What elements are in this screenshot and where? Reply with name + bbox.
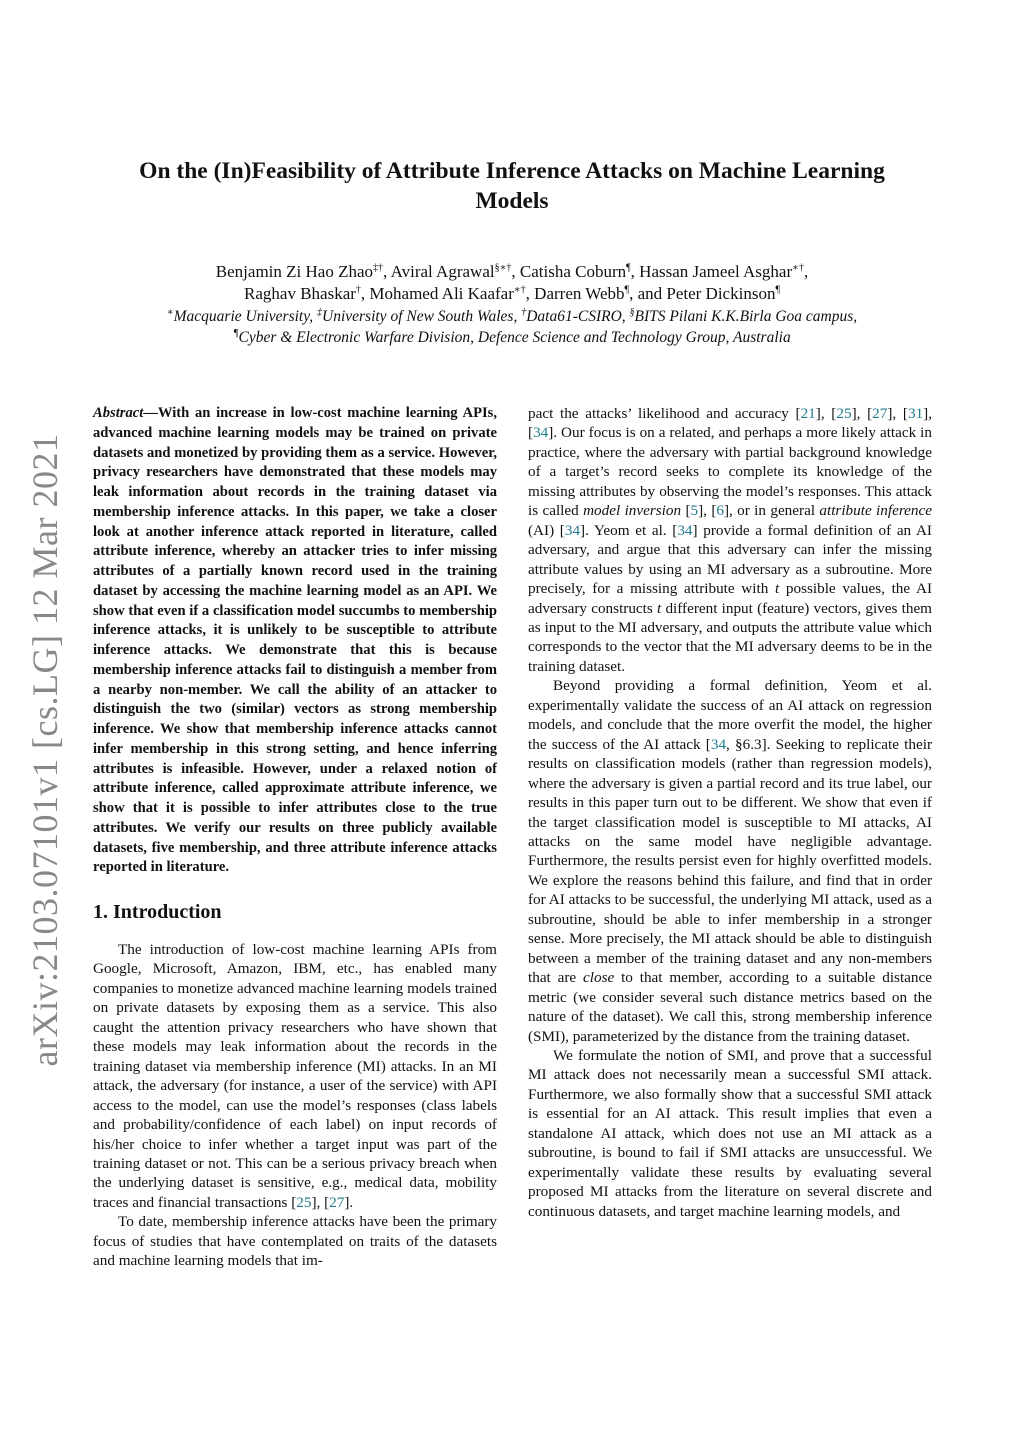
paragraph: pact the attacks’ likelihood and accuracy [21], [25], [27], [31], [34]. Our focus is on a related, and perhaps a more likely attack in practice, where the adversary with partial background knowledge of a target’s record seeks to complete its knowledge of the missing attributes by observing the model’s responses. This attack is called model inversion [5], [6], or in general attribute inference (AI) [34]. Yeom et al. [34] provide a formal definition of an AI adversary, and argue that this adversary can infer the missing attribute values by using an MI adversary as a subroutine. More precisely, for a missing attribute with t possible values, the AI adversary constructs t different input (feature) vectors, gives them as input to the MI adversary, and outputs the attribute value which corresponds to the vector that the MI adversary deems to be in the training dataset. bbox=[528, 405, 933, 675]
author-affiliation-mark: ∗† bbox=[513, 284, 526, 296]
citation-link[interactable]: 34 bbox=[564, 521, 581, 539]
section-heading-introduction: 1. Introduction bbox=[93, 901, 222, 923]
author-name: Catisha Coburn bbox=[519, 262, 627, 281]
author-name: and Peter Dickinson bbox=[637, 284, 776, 303]
author-affiliation-mark: ¶ bbox=[624, 284, 630, 296]
abstract bbox=[93, 404, 497, 878]
citation-link[interactable]: 34 bbox=[533, 424, 549, 442]
author-affiliation-mark: ‡† bbox=[373, 262, 384, 274]
author-name: Raghav Bhaskar bbox=[244, 284, 356, 303]
citation-link[interactable]: 25 bbox=[296, 1193, 312, 1211]
emphasis-text: close bbox=[583, 969, 615, 987]
right-column bbox=[528, 404, 932, 1221]
paragraph: The introduction of low-cost machine learning APIs from Google, Microsoft, Amazon, IBM, etc., has enabled many companies to monetize advanced machine learning models trained on private datasets by exposing them as a service. This also caught the attention privacy researchers who have shown that these models may leak information about the records in the training dataset via membership inference (MI) attacks. In an MI attack, the adversary (for instance, a user of the service) with API access to the model, can use the model’s responses (class labels and probability/confidence of each label) on input records of his/her choice to infer whether a target input was part of the training dataset or not. This can be a serious privacy breach when the underlying dataset is sensitive, e.g., medical data, mobility traces and financial transactions [25], [27]. bbox=[93, 941, 497, 1211]
author-affiliation-mark: ∗† bbox=[792, 262, 804, 274]
left-column bbox=[93, 404, 497, 1271]
affiliation-name: University of New South Wales, bbox=[322, 308, 518, 325]
affiliation-mark: † bbox=[521, 306, 527, 318]
paragraph: Beyond providing a formal definition, Yeom et al. experimentally validate the success of an AI attack on regression models, and conclude that the more overfit the model, the higher the success of the AI attack [34, §6.3]. Seeking to replicate their results on classification models (rather than regression models), where the adversary is given a partial record and its true label, our results in this paper turn out to be different. We show that even if the target classification model is susceptible to MI attacks, AI attacks on the same model have negligible advantage. Furthermore, the results persist even for highly overfitted models. We explore the reasons behind this failure, and find that in order for AI attacks to be successful, the underlying MI attack, used as a subroutine, should be able to infer membership in a stronger sense. More precisely, the MI attack should be able to distinguish between a member of the training dataset and any non-members that are close to that member, according to a suitable distance metric (we consider several such distance metrics based on the nature of the dataset). We call this, strong membership inference (SMI), parameterized by the distance from the training dataset. bbox=[528, 677, 932, 1045]
affiliation-mark: § bbox=[629, 306, 635, 318]
introduction-body-right bbox=[528, 404, 932, 1221]
author-affiliation-mark: ¶ bbox=[626, 262, 631, 274]
affiliation-mark: ¶ bbox=[233, 327, 239, 339]
citation-link[interactable]: 27 bbox=[329, 1193, 345, 1211]
citation-link[interactable]: 34 bbox=[677, 521, 693, 539]
citation-link[interactable]: 34 bbox=[710, 735, 727, 753]
abstract-label: Abstract bbox=[93, 405, 144, 421]
paragraph: To date, membership inference attacks have been the primary focus of studies that have contemplated on traits of the datasets and machine learning models that im- bbox=[93, 1213, 497, 1270]
citation-link[interactable]: 21 bbox=[800, 405, 816, 422]
citation-link[interactable]: 5 bbox=[690, 502, 699, 520]
arxiv-identifier-stamp: arXiv:2103.07101v1 [cs.LG] 12 Mar 2021 bbox=[25, 433, 65, 1067]
author-affiliation-mark: §∗† bbox=[494, 262, 512, 274]
author-name: Benjamin Zi Hao Zhao bbox=[215, 262, 374, 281]
abstract-text: —With an increase in low-cost machine learning APIs, advanced machine learning models may be trained on private datasets and monetized by providing them as a service. However, privacy researchers have demonstrated that these models may leak information about records in the training dataset via membership inference attacks. In this paper, we take a closer look at another inference attack reported in literature, called attribute inference, whereby an attacker tries to infer missing attributes of a partially known record used in the training dataset by accessing the machine learning model as an API. We show that even if a classification model succumbs to membership inference attacks, it is unlikely to be susceptible to attribute inference attacks. We demonstrate that this is because membership inference attacks fail to distinguish a member from a nearby non-member. We call the ability of an attacker to distinguish the two (similar) vectors as strong membership inference. We show that membership inference attacks cannot infer membership in this strong setting, and hence inferring attributes is infeasible. However, under a relaxed notion of attribute inference, called approximate attribute inference, we show that it is possible to infer attributes close to the true attributes. We verify our results on three publicly available datasets, five membership, and three attribute inference attacks reported in literature. bbox=[93, 405, 497, 876]
affiliation-list bbox=[60, 306, 964, 348]
emphasis-text: attribute inference bbox=[819, 502, 932, 520]
affiliation-mark: ∗ bbox=[166, 306, 174, 318]
citation-link[interactable]: 31 bbox=[907, 405, 924, 422]
affiliation-name: BITS Pilani K.K.Birla Goa campus, bbox=[634, 308, 858, 325]
emphasis-text: model inversion bbox=[583, 502, 682, 520]
math-variable: t bbox=[657, 599, 662, 617]
citation-link[interactable]: 6 bbox=[716, 502, 724, 520]
citation-link[interactable]: 27 bbox=[872, 405, 888, 422]
author-name: Aviral Agrawal bbox=[390, 262, 495, 281]
introduction-body-left bbox=[93, 940, 497, 1271]
affiliation-name: Cyber & Electronic Warfare Division, Defence Science and Technology Group, Australia bbox=[238, 329, 791, 346]
affiliation-mark: ‡ bbox=[317, 306, 322, 318]
paper-title: On the (In)Feasibility of Attribute Inference Attacks on Machine Learning Models bbox=[139, 158, 885, 214]
citation-link[interactable]: 25 bbox=[836, 405, 852, 422]
author-name: Mohamed Ali Kaafar bbox=[369, 284, 514, 303]
author-name: Darren Webb bbox=[534, 284, 625, 303]
author-affiliation-mark: † bbox=[355, 284, 361, 296]
author-name: Hassan Jameel Asghar bbox=[639, 262, 793, 281]
math-variable: t bbox=[774, 580, 780, 598]
paragraph: We formulate the notion of SMI, and prove that a successful MI attack does not necessarily mean a successful SMI attack. Furthermore, we also formally show that a successful SMI attack is essential for an AI attack. This result implies that even a standalone AI attack, which does not use an MI attack as a subroutine, is bound to fail if SMI attacks are unsuccessful. We experimentally validate these results by evaluating several proposed MI attacks from the literature on several discrete and continuous datasets, and target machine learning models, and bbox=[528, 1046, 932, 1220]
author-list: Benjamin Zi Hao Zhao‡†, Aviral Agrawal§∗†, Catisha Coburn¶, Hassan Jameel Asghar∗†, Raghav Bhaskar†, Mohamed Ali Kaafar∗†, Darren Webb¶, and Peter Dickinson¶ bbox=[215, 262, 809, 303]
affiliation-name: Macquarie University, bbox=[173, 308, 314, 325]
affiliation-name: Data61-CSIRO, bbox=[526, 308, 626, 325]
author-affiliation-mark: ¶ bbox=[775, 284, 780, 296]
